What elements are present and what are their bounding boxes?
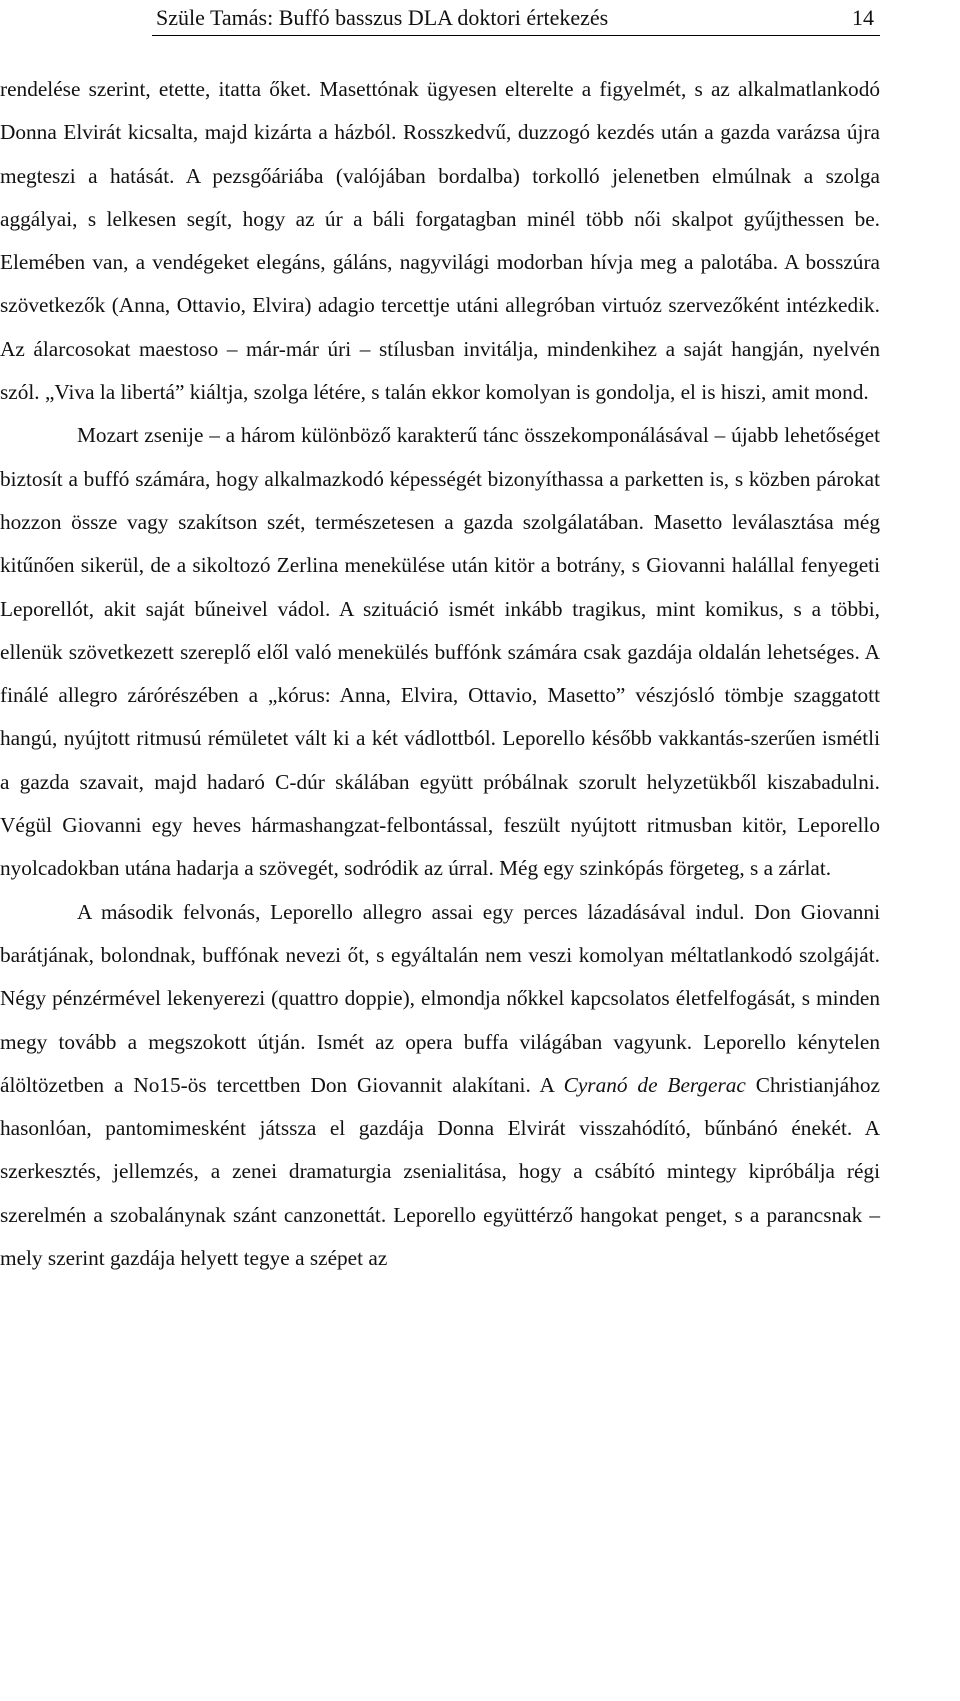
page-number: 14 xyxy=(852,5,874,30)
paragraph-3-text-before: A második felvonás, Leporello allegro assai egy perces lázadásával indul. Don Giovanni barátjának, bolondnak, buffónak nevezi őt, s egyáltalán nem veszi komolyan méltatlankodó szolgáját. Négy pénzérmével lekenyerezi (quattro doppie), elmondja nőkkel kapcsolatos életfelfogását, s minden megy tovább a megszokott útján. Ismét az opera buffa világában vagyunk. Leporello kénytelen álöltözetben a No15-ös tercettben Don Giovannit alakítani. A xyxy=(0,899,880,1097)
running-header xyxy=(0,0,960,40)
header-title: Szüle Tamás: Buffó basszus DLA doktori értekezés xyxy=(156,5,609,30)
paragraph-3 xyxy=(0,891,880,1281)
paragraph-3-text-after: Christianjához hasonlóan, pantomimesként játssza el gazdája Donna Elvirát visszahódító, bűnbánó énekét. A szerkesztés, jellemzés, a zenei dramaturgia zsenialitása, hogy a csábító mintegy kipróbálja régi szerelmén a szobalánynak szánt canzonettát. Leporello együttérző hangokat penget, s a parancsnak – mely szerint gazdája helyett tegye a szépet az xyxy=(0,1072,881,1271)
header-divider xyxy=(152,35,880,36)
body-text xyxy=(0,68,880,1280)
paragraph-2: Mozart zsenije – a három különböző karakterű tánc összekomponálásával – újabb lehetőséget biztosít a buffó számára, hogy alkalmazkodó képességét bizonyíthassa a parketten is, s közben párokat hozzon össze vagy szakítson szét, természetesen a gazda szolgálatában. Masetto leválasztása még kitűnően sikerül, de a sikoltozó Zerlina menekülése után kitör a botrány, s Giovanni halállal fenyegeti Leporellót, akit saját bűneivel vádol. A szituáció ismét inkább tragikus, mint komikus, s a többi, ellenük szövetkezett szereplő elől való menekülés buffónk számára csak gazdája oldalán lehetséges. A finálé allegro zárórészében a „kórus: Anna, Elvira, Ottavio, Masetto” vészjósló tömbje szaggatott hangú, nyújtott ritmusú rémületet vált ki a két vádlottból. Leporello később vakkantás-szerűen ismétli a gazda szavait, majd hadaró C-dúr skálában együtt próbálnak szorult helyzetükből kiszabadulni. Végül Giovanni egy heves hármashangzat-felbontással, feszült nyújtott ritmusban kitör, Leporello nyolcadokban utána hadarja a szövegét, sodródik az úrral. Még egy szinkópás förgeteg, s a zárlat. xyxy=(0,423,880,881)
paragraph-1: rendelése szerint, etette, itatta őket. Masettónak ügyesen elterelte a figyelmét, s az alkalmatlankodó Donna Elvirát kicsalta, majd kizárta a házból. Rosszkedvű, duzzogó kezdés után a gazda varázsa újra megteszi a hatását. A pezsgőáriába (valójában bordalba) torkolló jelenetben elmúlnak a szolga aggályai, s lelkesen segít, hogy az úr a báli forgatagban minél több női skalpot gyűjthessen be. Elemében van, a vendégeket elegáns, gáláns, nagyvilági modorban hívja meg a palotába. A bosszúra szövetkezők (Anna, Ottavio, Elvira) adagio tercettje utáni allegróban virtuóz szervezőként intézkedik. Az álarcosokat maestoso – már-már úri – stílusban invitálja, mindenkihez a saját hangján, nyelvén szól. „Viva la libertá” kiáltja, szolga létére, s talán ekkor komolyan is gondolja, el is hiszi, amit mond. xyxy=(0,77,880,405)
paragraph-3-italic-title: Cyranó de Bergerac xyxy=(563,1072,746,1097)
